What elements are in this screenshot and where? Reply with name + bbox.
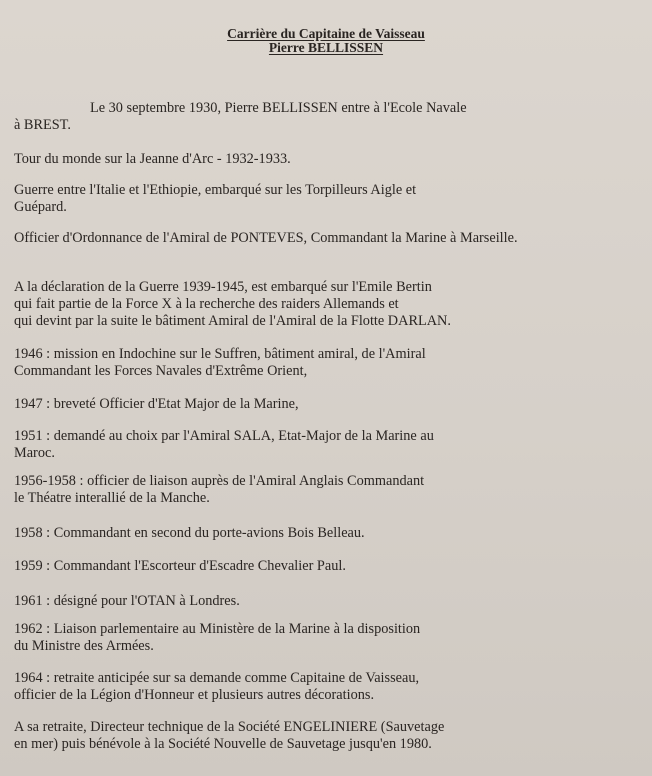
- paragraph-line: A sa retraite, Directeur technique de la Société ENGELINIERE (Sauvetage: [14, 719, 445, 735]
- paragraph-1962: [14, 621, 639, 655]
- paragraph-line: 1958 : Commandant en second du porte-avions Bois Belleau.: [14, 525, 365, 541]
- paragraph-jeanne-darc: [14, 151, 639, 168]
- paragraph-line: Commandant les Forces Navales d'Extrême Orient,: [14, 363, 308, 379]
- document-title: Carrière du Capitaine de Vaisseau: [227, 26, 425, 41]
- paragraph-1959: [14, 558, 639, 575]
- paragraph-line: le Théatre interallié de la Manche.: [14, 490, 210, 506]
- paragraph-line: 1961 : désigné pour l'OTAN à Londres.: [14, 593, 240, 609]
- paragraph-line: 1947 : breveté Officier d'Etat Major de la Marine,: [14, 396, 299, 412]
- paragraph-line: Tour du monde sur la Jeanne d'Arc - 1932-1933.: [14, 151, 291, 167]
- paragraph-ordonnance: [14, 230, 639, 247]
- paragraph-line: A la déclaration de la Guerre 1939-1945, est embarqué sur l'Emile Bertin: [14, 279, 432, 295]
- paragraph-line: 1956-1958 : officier de liaison auprès de l'Amiral Anglais Commandant: [14, 473, 425, 489]
- paragraph-1951: [14, 428, 639, 462]
- paragraph-line: 1959 : Commandant l'Escorteur d'Escadre Chevalier Paul.: [14, 558, 346, 574]
- paragraph-ecole-navale: [14, 100, 639, 134]
- paragraph-line: qui fait partie de la Force X à la recherche des raiders Allemands et: [14, 296, 399, 312]
- paragraph-line: Guerre entre l'Italie et l'Ethiopie, embarqué sur les Torpilleurs Aigle et: [14, 182, 417, 198]
- paragraph-line: officier de la Légion d'Honneur et plusieurs autres décorations.: [14, 687, 375, 703]
- paragraph-line: qui devint par la suite le bâtiment Amiral de l'Amiral de la Flotte DARLAN.: [14, 313, 451, 329]
- paragraph-1947: [14, 396, 639, 413]
- document-subtitle: Pierre BELLISSEN: [268, 40, 384, 55]
- paragraph-retraite: [14, 719, 639, 753]
- paragraph-line: Guépard.: [14, 199, 67, 215]
- paragraph-1946: [14, 346, 639, 380]
- paragraph-line: 1962 : Liaison parlementaire au Ministère de la Marine à la disposition: [14, 621, 421, 637]
- paragraph-1958: [14, 525, 639, 542]
- paragraph-ethiopie: [14, 182, 639, 216]
- paragraph-line: à BREST.: [14, 117, 71, 133]
- paragraph-line: du Ministre des Armées.: [14, 638, 154, 654]
- paragraph-guerre-1939: [14, 279, 639, 330]
- paragraph-line: Maroc.: [14, 445, 55, 461]
- paragraph-line: en mer) puis bénévole à la Société Nouvelle de Sauvetage jusqu'en 1980.: [14, 736, 432, 752]
- paragraph-1961: [14, 593, 639, 610]
- paragraph-line: 1964 : retraite anticipée sur sa demande comme Capitaine de Vaisseau,: [14, 670, 420, 686]
- paragraph-line: 1946 : mission en Indochine sur le Suffren, bâtiment amiral, de l'Amiral: [14, 346, 426, 362]
- paragraph-1964: [14, 670, 639, 704]
- paragraph-1956-1958: [14, 473, 639, 507]
- paragraph-line: Le 30 septembre 1930, Pierre BELLISSEN entre à l'Ecole Navale: [90, 100, 467, 116]
- paragraph-line: Officier d'Ordonnance de l'Amiral de PONTEVES, Commandant la Marine à Marseille.: [14, 230, 518, 246]
- paragraph-line: 1951 : demandé au choix par l'Amiral SALA, Etat-Major de la Marine au: [14, 428, 434, 444]
